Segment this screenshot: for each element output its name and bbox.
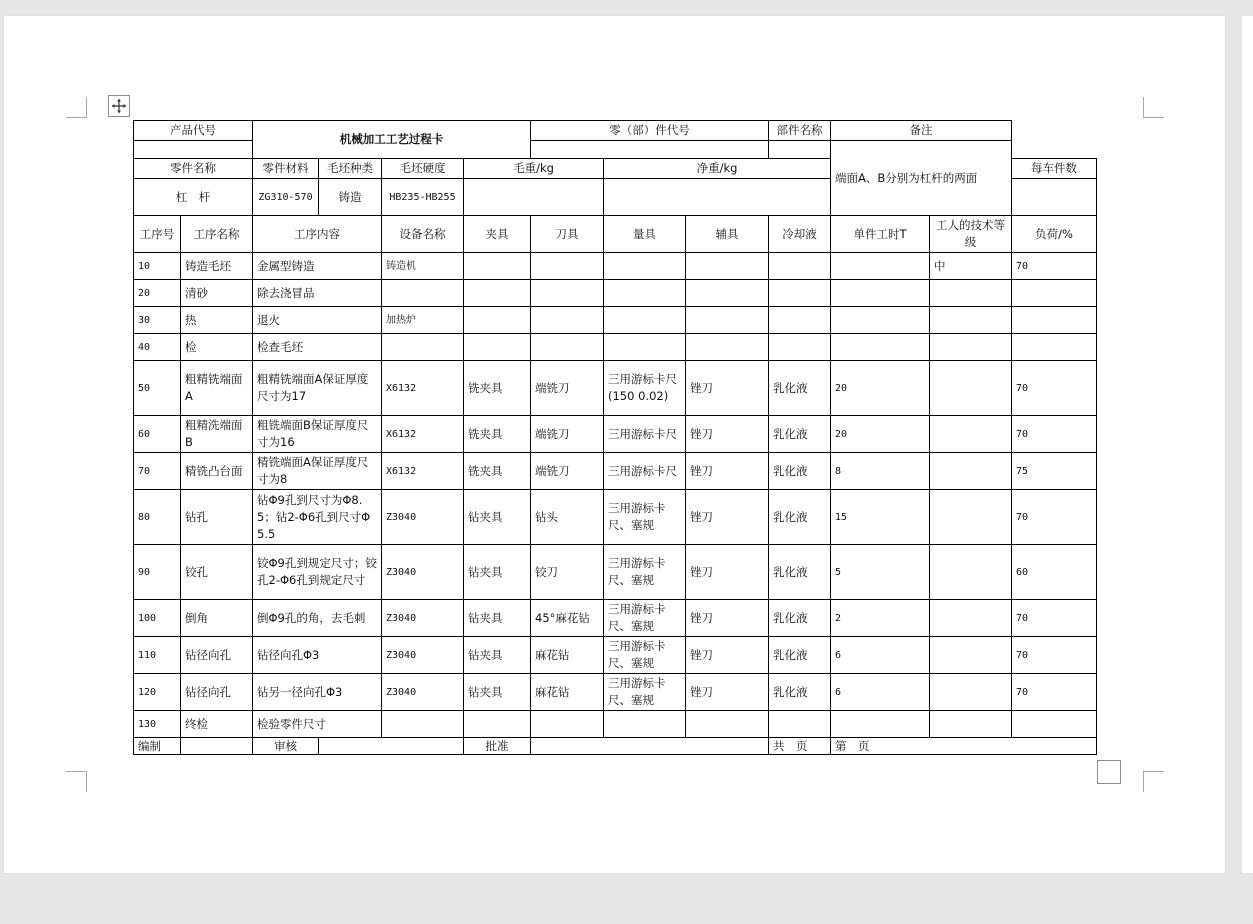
tool-cell[interactable]: 麻花钻 [531, 674, 604, 711]
fixture-cell[interactable]: 钻夹具 [464, 600, 531, 637]
process-no-cell[interactable]: 110 [134, 637, 181, 674]
process-name-cell[interactable]: 热 [181, 307, 253, 334]
load-percent-cell[interactable]: 75 [1012, 453, 1097, 490]
unit-time-cell[interactable]: 20 [831, 416, 930, 453]
skill-grade-cell[interactable] [930, 307, 1012, 334]
unit-time-cell[interactable]: 2 [831, 600, 930, 637]
skill-grade-cell[interactable] [930, 637, 1012, 674]
process-no-cell[interactable]: 50 [134, 361, 181, 416]
aux-tool-cell[interactable] [686, 253, 769, 280]
component-name-value[interactable] [769, 141, 831, 159]
col-header-equipment: 设备名称 [382, 216, 464, 253]
load-percent-cell[interactable]: 60 [1012, 545, 1097, 600]
gauge-cell[interactable]: 三用游标卡尺 [604, 453, 686, 490]
coolant-cell[interactable]: 乳化液 [769, 361, 831, 416]
process-name-cell[interactable]: 钻径向孔 [181, 674, 253, 711]
equipment-cell[interactable]: 铸造机 [382, 253, 464, 280]
table-row [134, 334, 1097, 361]
unit-time-cell[interactable]: 15 [831, 490, 930, 545]
process-no-cell[interactable]: 80 [134, 490, 181, 545]
load-percent-cell[interactable]: 70 [1012, 490, 1097, 545]
process-no-cell[interactable]: 100 [134, 600, 181, 637]
skill-grade-cell[interactable] [930, 711, 1012, 738]
load-percent-cell[interactable] [1012, 307, 1097, 334]
part-code-label: 零（部）件代号 [531, 121, 769, 141]
gauge-cell[interactable]: 三用游标卡尺、塞规 [604, 637, 686, 674]
gauge-cell[interactable] [604, 280, 686, 307]
tool-cell[interactable] [531, 711, 604, 738]
page-number-label: 第 页 [831, 738, 1097, 755]
per-vehicle-value[interactable] [1012, 179, 1097, 216]
tool-cell[interactable] [531, 334, 604, 361]
aux-tool-cell[interactable]: 锉刀 [686, 490, 769, 545]
unit-time-cell[interactable]: 20 [831, 361, 930, 416]
skill-grade-cell[interactable] [930, 490, 1012, 545]
process-name-cell[interactable]: 铸造毛坯 [181, 253, 253, 280]
load-percent-cell[interactable] [1012, 711, 1097, 738]
equipment-cell[interactable]: Z3040 [382, 637, 464, 674]
skill-grade-cell[interactable] [930, 545, 1012, 600]
gauge-cell[interactable] [604, 334, 686, 361]
skill-grade-cell[interactable] [930, 600, 1012, 637]
load-percent-cell[interactable]: 70 [1012, 361, 1097, 416]
equipment-cell[interactable]: X6132 [382, 416, 464, 453]
fixture-cell[interactable] [464, 334, 531, 361]
fixture-cell[interactable]: 钻夹具 [464, 490, 531, 545]
gauge-cell[interactable]: 三用游标卡尺 (150 0.02) [604, 361, 686, 416]
next-page-edge [1242, 16, 1253, 873]
process-card-table [133, 120, 1097, 755]
column-header-row [134, 216, 1097, 253]
blank-type-value: 铸造 [319, 179, 382, 216]
process-content-cell[interactable]: 粗铣端面B保证厚度尺寸为16 [253, 416, 382, 453]
unit-time-cell[interactable] [831, 280, 930, 307]
process-content-cell[interactable]: 退火 [253, 307, 382, 334]
tool-cell[interactable]: 钻头 [531, 490, 604, 545]
process-content-cell[interactable]: 钻Φ9孔到尺寸为Φ8.5；钻2-Φ6孔到尺寸Φ5.5 [253, 490, 382, 545]
load-percent-cell[interactable]: 70 [1012, 253, 1097, 280]
skill-grade-cell[interactable]: 中 [930, 253, 1012, 280]
review-label: 审核 [253, 738, 319, 755]
aux-tool-cell[interactable]: 锉刀 [686, 361, 769, 416]
table-resize-handle[interactable] [1097, 760, 1121, 784]
process-name-cell[interactable]: 钻孔 [181, 490, 253, 545]
skill-grade-cell[interactable] [930, 453, 1012, 490]
col-header-fixture: 夹具 [464, 216, 531, 253]
table-row [134, 490, 1097, 545]
tool-cell[interactable]: 45°麻花钻 [531, 600, 604, 637]
header-row-1 [134, 121, 1097, 141]
aux-tool-cell[interactable] [686, 280, 769, 307]
fixture-cell[interactable]: 钻夹具 [464, 637, 531, 674]
gauge-cell[interactable] [604, 711, 686, 738]
fixture-cell[interactable] [464, 711, 531, 738]
crop-mark-bottom-left [66, 771, 87, 792]
coolant-cell[interactable]: 乳化液 [769, 416, 831, 453]
aux-tool-cell[interactable] [686, 307, 769, 334]
equipment-cell[interactable]: Z3040 [382, 545, 464, 600]
col-header-time: 单件工时T [831, 216, 930, 253]
process-name-cell[interactable]: 精铣凸台面 [181, 453, 253, 490]
coolant-cell[interactable]: 乳化液 [769, 674, 831, 711]
move-icon [111, 98, 127, 114]
process-no-cell[interactable]: 120 [134, 674, 181, 711]
process-no-cell[interactable]: 20 [134, 280, 181, 307]
approve-label: 批准 [464, 738, 531, 755]
total-pages-label: 共 页 [769, 738, 831, 755]
table-row [134, 361, 1097, 416]
table-row [134, 453, 1097, 490]
equipment-cell[interactable]: Z3040 [382, 490, 464, 545]
part-name-label: 零件名称 [134, 159, 253, 179]
process-name-cell[interactable]: 检 [181, 334, 253, 361]
product-code-value[interactable] [134, 141, 253, 159]
product-code-label: 产品代号 [134, 121, 253, 141]
tool-cell[interactable]: 端铣刀 [531, 453, 604, 490]
equipment-cell[interactable] [382, 711, 464, 738]
process-name-cell[interactable]: 铰孔 [181, 545, 253, 600]
part-name-value: 杠 杆 [134, 179, 253, 216]
gauge-cell[interactable]: 三用游标卡尺 [604, 416, 686, 453]
fixture-cell[interactable] [464, 307, 531, 334]
table-row [134, 674, 1097, 711]
coolant-cell[interactable]: 乳化液 [769, 453, 831, 490]
unit-time-cell[interactable] [831, 711, 930, 738]
col-header-aux: 辅具 [686, 216, 769, 253]
process-no-cell[interactable]: 70 [134, 453, 181, 490]
gauge-cell[interactable] [604, 307, 686, 334]
col-header-content: 工序内容 [253, 216, 382, 253]
compiled-label: 编制 [134, 738, 181, 755]
equipment-cell[interactable]: X6132 [382, 361, 464, 416]
table-move-handle[interactable] [108, 95, 130, 117]
crop-mark-top-left [66, 97, 87, 118]
skill-grade-cell[interactable] [930, 361, 1012, 416]
coolant-cell[interactable]: 乳化液 [769, 490, 831, 545]
hardness-label: 毛坯硬度 [382, 159, 464, 179]
skill-grade-cell[interactable] [930, 334, 1012, 361]
equipment-cell[interactable]: 加热炉 [382, 307, 464, 334]
tool-cell[interactable] [531, 307, 604, 334]
per-vehicle-label: 每车件数 [1012, 159, 1097, 179]
tool-cell[interactable]: 麻花钻 [531, 637, 604, 674]
equipment-cell[interactable]: X6132 [382, 453, 464, 490]
table-row [134, 307, 1097, 334]
tool-cell[interactable] [531, 280, 604, 307]
equipment-cell[interactable]: Z3040 [382, 674, 464, 711]
equipment-cell[interactable] [382, 334, 464, 361]
process-no-cell[interactable]: 130 [134, 711, 181, 738]
table-row [134, 416, 1097, 453]
unit-time-cell[interactable]: 6 [831, 674, 930, 711]
load-percent-cell[interactable] [1012, 280, 1097, 307]
gauge-cell[interactable]: 三用游标卡尺、塞规 [604, 545, 686, 600]
crop-mark-top-right [1143, 97, 1164, 118]
equipment-cell[interactable]: Z3040 [382, 600, 464, 637]
load-percent-cell[interactable]: 70 [1012, 416, 1097, 453]
load-percent-cell[interactable]: 70 [1012, 637, 1097, 674]
process-no-cell[interactable]: 40 [134, 334, 181, 361]
tool-cell[interactable]: 铰刀 [531, 545, 604, 600]
fixture-cell[interactable]: 钻夹具 [464, 545, 531, 600]
net-weight-value[interactable] [604, 179, 831, 216]
table-row [134, 280, 1097, 307]
skill-grade-cell[interactable] [930, 674, 1012, 711]
process-no-cell[interactable]: 30 [134, 307, 181, 334]
coolant-cell[interactable] [769, 307, 831, 334]
process-name-cell[interactable]: 粗精洗端面B [181, 416, 253, 453]
unit-time-cell[interactable]: 8 [831, 453, 930, 490]
tool-cell[interactable] [531, 253, 604, 280]
unit-time-cell[interactable] [831, 307, 930, 334]
tool-cell[interactable]: 端铣刀 [531, 361, 604, 416]
material-value: ZG310-570 [253, 179, 319, 216]
crop-mark-bottom-right [1143, 771, 1164, 792]
coolant-cell[interactable]: 乳化液 [769, 600, 831, 637]
process-rows [134, 253, 1097, 738]
aux-tool-cell[interactable] [686, 334, 769, 361]
review-value[interactable] [319, 738, 464, 755]
process-content-cell[interactable]: 检查毛坯 [253, 334, 382, 361]
hardness-value: HB235-HB255 [382, 179, 464, 216]
table-row [134, 600, 1097, 637]
load-percent-cell[interactable] [1012, 334, 1097, 361]
col-header-load: 负荷/% [1012, 216, 1097, 253]
gauge-cell[interactable]: 三用游标卡尺、塞规 [604, 674, 686, 711]
coolant-cell[interactable] [769, 280, 831, 307]
process-content-cell[interactable]: 金属型铸造 [253, 253, 382, 280]
process-content-cell[interactable]: 检验零件尺寸 [253, 711, 382, 738]
tool-cell[interactable]: 端铣刀 [531, 416, 604, 453]
table-row [134, 545, 1097, 600]
process-name-cell[interactable]: 倒角 [181, 600, 253, 637]
fixture-cell[interactable]: 铣夹具 [464, 453, 531, 490]
unit-time-cell[interactable] [831, 334, 930, 361]
process-no-cell[interactable]: 10 [134, 253, 181, 280]
load-percent-cell[interactable]: 70 [1012, 674, 1097, 711]
process-name-cell[interactable]: 终检 [181, 711, 253, 738]
process-no-cell[interactable]: 60 [134, 416, 181, 453]
approve-value[interactable] [531, 738, 769, 755]
col-header-grade: 工人的技术等级 [930, 216, 1012, 253]
fixture-cell[interactable] [464, 253, 531, 280]
coolant-cell[interactable]: 乳化液 [769, 545, 831, 600]
load-percent-cell[interactable]: 70 [1012, 600, 1097, 637]
col-header-tool: 刀具 [531, 216, 604, 253]
part-code-value[interactable] [531, 141, 769, 159]
aux-tool-cell[interactable]: 锉刀 [686, 453, 769, 490]
table-row [134, 711, 1097, 738]
process-content-cell[interactable]: 精铣端面A保证厚度尺寸为8 [253, 453, 382, 490]
fixture-cell[interactable] [464, 280, 531, 307]
gross-weight-value[interactable] [464, 179, 604, 216]
col-header-no: 工序号 [134, 216, 181, 253]
aux-tool-cell[interactable]: 锉刀 [686, 637, 769, 674]
remark-text: 端面A、B分别为杠杆的两面 [831, 141, 1012, 216]
process-name-cell[interactable]: 粗精铣端面A [181, 361, 253, 416]
process-content-cell[interactable]: 粗精铣端面A保证厚度尺寸为17 [253, 361, 382, 416]
gauge-cell[interactable] [604, 253, 686, 280]
net-weight-label: 净重/kg [604, 159, 831, 179]
card-title: 机械加工工艺过程卡 [253, 121, 531, 159]
unit-time-cell[interactable]: 5 [831, 545, 930, 600]
coolant-cell[interactable] [769, 253, 831, 280]
col-header-gauge: 量具 [604, 216, 686, 253]
fixture-cell[interactable]: 铣夹具 [464, 361, 531, 416]
coolant-cell[interactable] [769, 334, 831, 361]
aux-tool-cell[interactable]: 锉刀 [686, 600, 769, 637]
gross-weight-label: 毛重/kg [464, 159, 604, 179]
coolant-cell[interactable]: 乳化液 [769, 637, 831, 674]
aux-tool-cell[interactable]: 锉刀 [686, 674, 769, 711]
gauge-cell[interactable]: 三用游标卡尺、塞规 [604, 490, 686, 545]
process-content-cell[interactable]: 除去浇冒品 [253, 280, 382, 307]
remark-label: 备注 [831, 121, 1012, 141]
process-content-cell[interactable]: 钻另一径向孔Φ3 [253, 674, 382, 711]
fixture-cell[interactable]: 钻夹具 [464, 674, 531, 711]
aux-tool-cell[interactable]: 锉刀 [686, 545, 769, 600]
material-label: 零件材料 [253, 159, 319, 179]
process-content-cell[interactable]: 倒Φ9孔的角，去毛刺 [253, 600, 382, 637]
table-row [134, 637, 1097, 674]
skill-grade-cell[interactable] [930, 280, 1012, 307]
compiled-value[interactable] [181, 738, 253, 755]
fixture-cell[interactable]: 铣夹具 [464, 416, 531, 453]
equipment-cell[interactable] [382, 280, 464, 307]
process-name-cell[interactable]: 清砂 [181, 280, 253, 307]
aux-tool-cell[interactable] [686, 711, 769, 738]
unit-time-cell[interactable]: 6 [831, 637, 930, 674]
component-name-label: 部件名称 [769, 121, 831, 141]
aux-tool-cell[interactable]: 锉刀 [686, 416, 769, 453]
process-name-cell[interactable]: 钻径向孔 [181, 637, 253, 674]
process-content-cell[interactable]: 铰Φ9孔到规定尺寸；铰孔2-Φ6孔到规定尺寸 [253, 545, 382, 600]
gauge-cell[interactable]: 三用游标卡尺、塞规 [604, 600, 686, 637]
col-header-coolant: 冷却液 [769, 216, 831, 253]
table-row [134, 253, 1097, 280]
process-no-cell[interactable]: 90 [134, 545, 181, 600]
coolant-cell[interactable] [769, 711, 831, 738]
footer-row [134, 738, 1097, 755]
skill-grade-cell[interactable] [930, 416, 1012, 453]
unit-time-cell[interactable] [831, 253, 930, 280]
process-content-cell[interactable]: 钻径向孔Φ3 [253, 637, 382, 674]
blank-type-label: 毛坯种类 [319, 159, 382, 179]
col-header-name: 工序名称 [181, 216, 253, 253]
